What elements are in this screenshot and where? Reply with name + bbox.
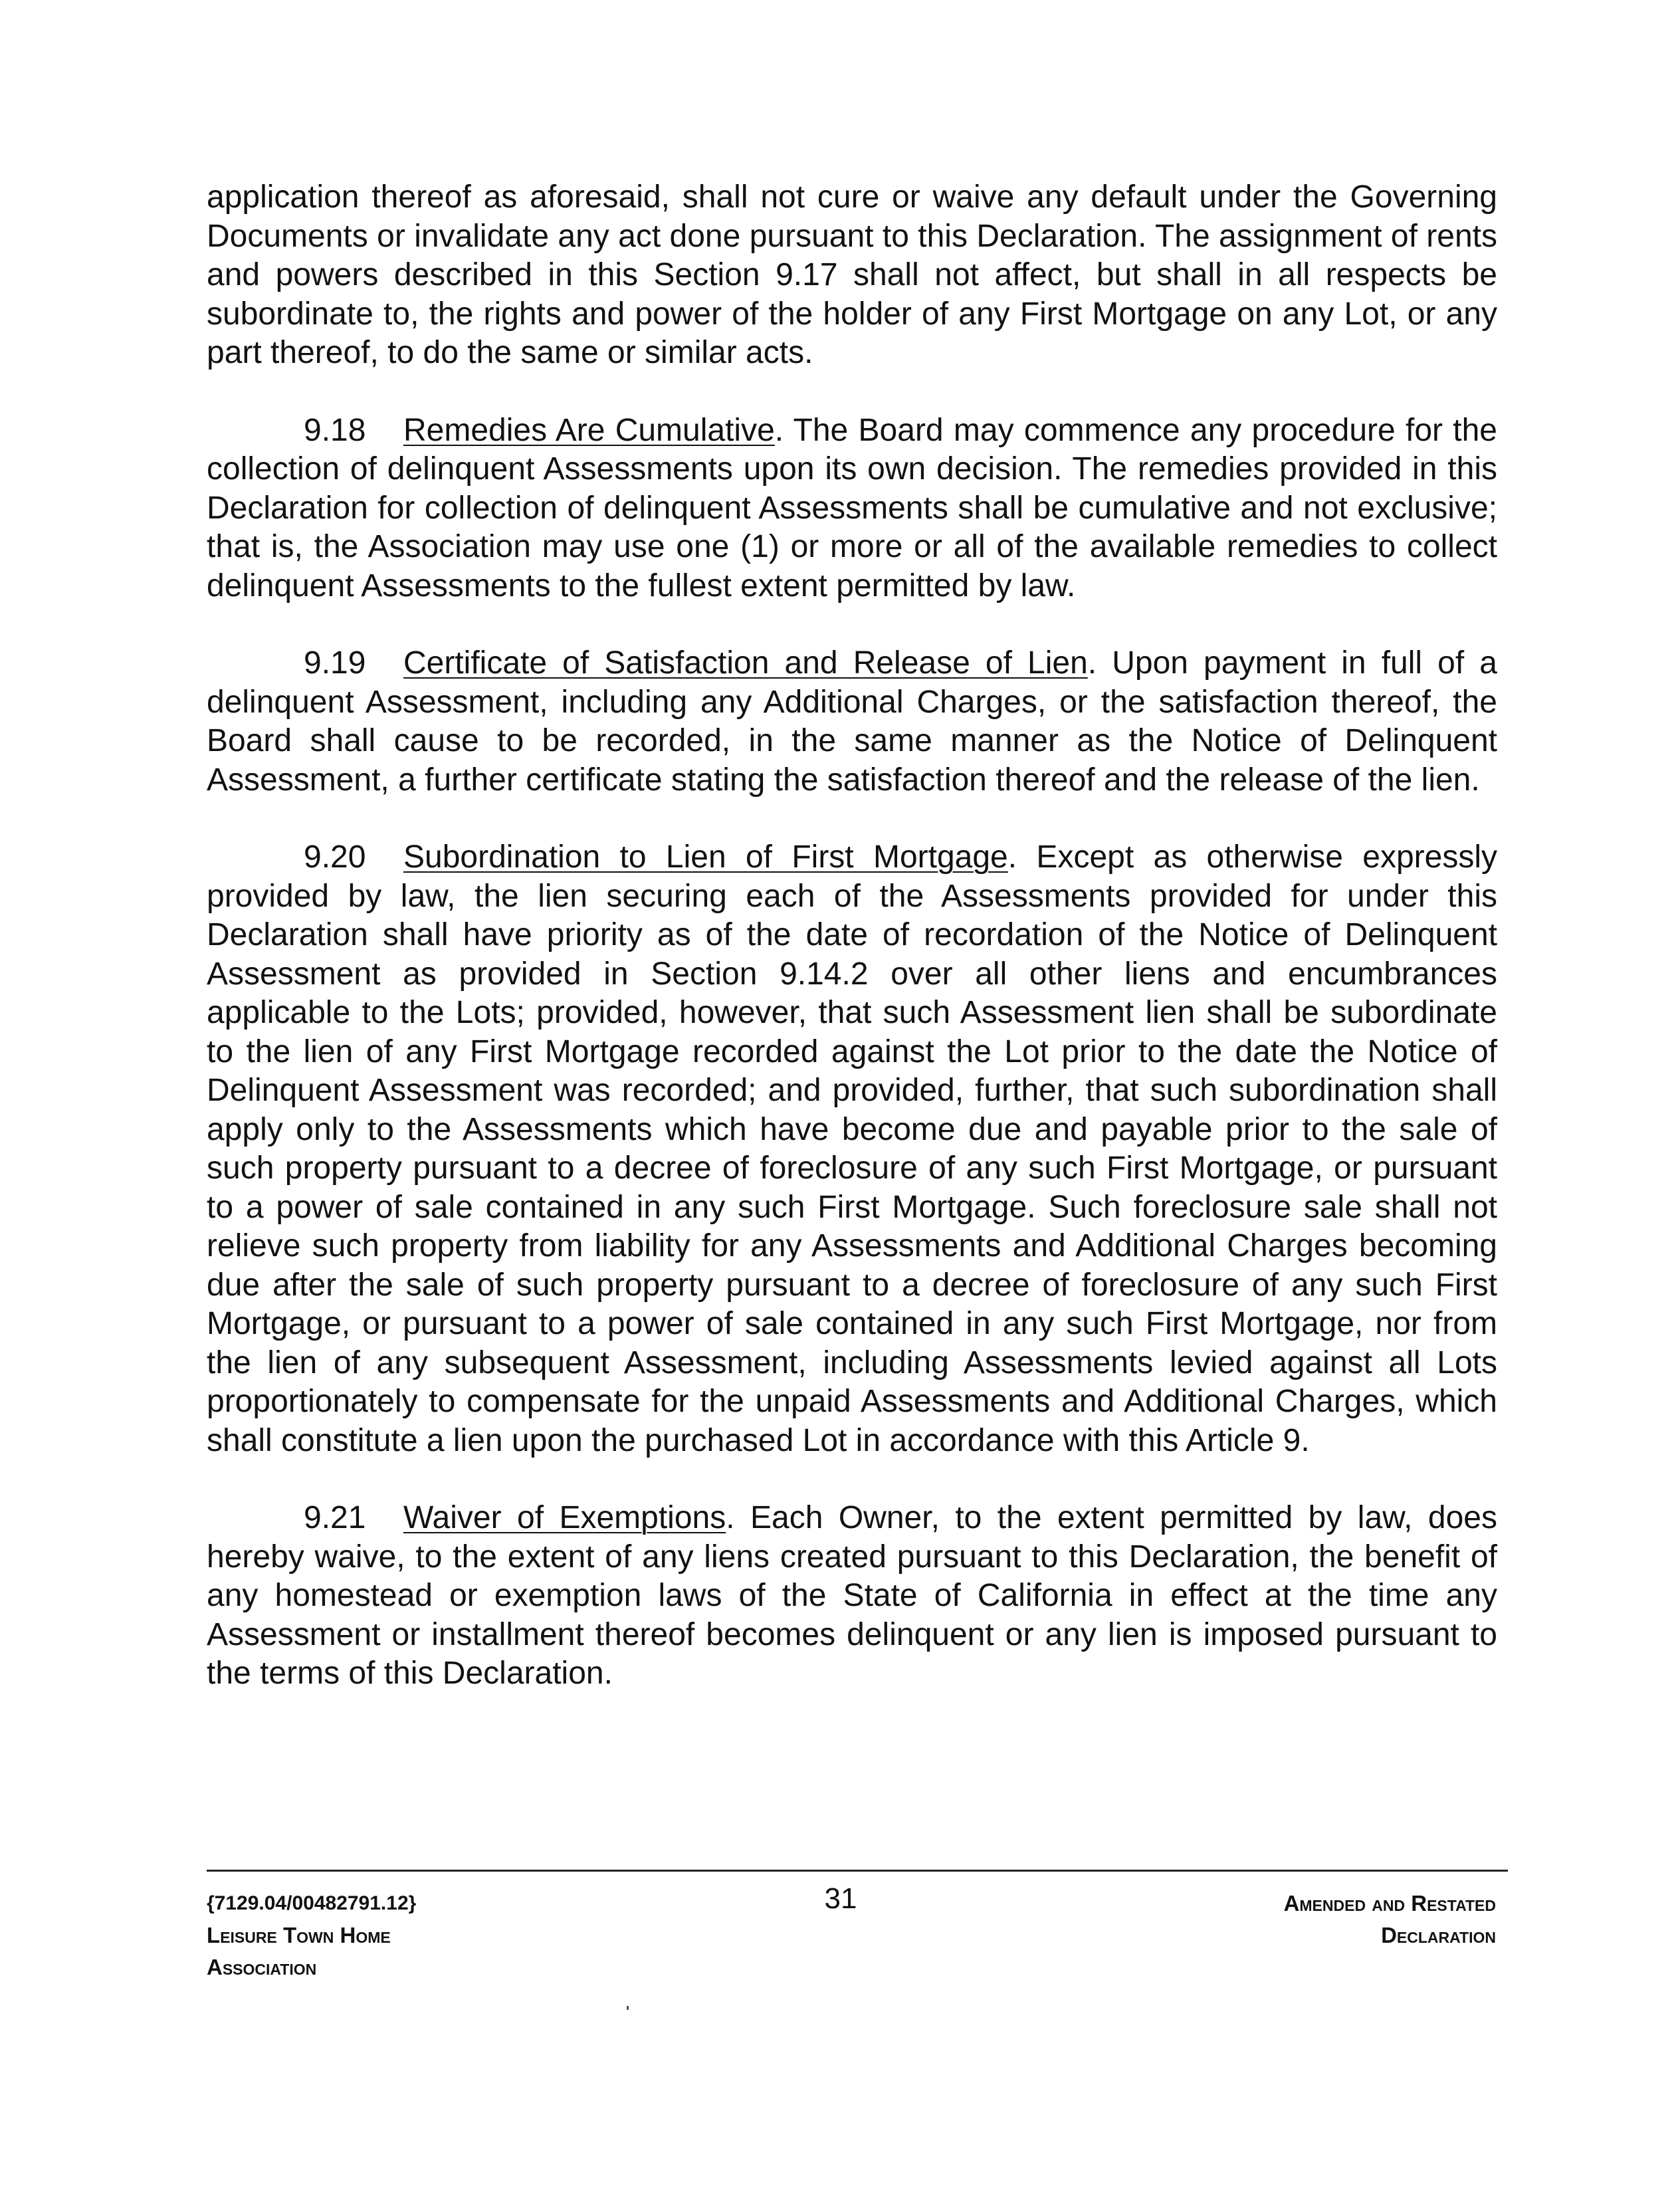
document-title-line2: Declaration [1381, 1923, 1496, 1947]
section-heading: Remedies Are Cumulative [403, 412, 775, 448]
document-title-line1: Amended and Restated [1283, 1891, 1496, 1916]
footer-right-block [1284, 1888, 1496, 1951]
section-heading: Certificate of Satisfaction and Release of Lien [403, 645, 1088, 681]
section-9-19 [207, 644, 1497, 800]
document-body [207, 178, 1497, 1732]
section-heading: Waiver of Exemptions [403, 1500, 726, 1535]
section-text: . Upon payment in full of a delinquent Assessment, including any Additional Charges, or the satisfaction thereof, the Board shall cause to be recorded, in the same manner as the Notice of Delinquent Assessment, a further certificate stating the satisfaction thereof and the release of the lien. [207, 645, 1497, 798]
section-heading: Subordination to Lien of First Mortgage [403, 839, 1008, 875]
section-9-21 [207, 1499, 1497, 1694]
section-text: . The Board may commence any procedure for the collection of delinquent Assessments upon its own decision. The remedies provided in this Declaration for collection of delinquent Assessments shall be cumulative and not exclusive; that is, the Association may use one (1) or more or all of the available remedies to collect delinquent Assessments to the fullest extent permitted by law. [207, 412, 1498, 604]
section-text: . Each Owner, to the extent permitted by law, does hereby waive, to the extent of any liens created pursuant to this Declaration, the benefit of any homestead or exemption laws of the State of California in effect at the time any Assessment or installment thereof becomes delinquent or any lien is imposed pursuant to the terms of this Declaration. [207, 1500, 1497, 1691]
section-9-18 [207, 411, 1497, 606]
section-number: 9.19 [304, 645, 366, 681]
document-code: {7129.04/00482791.12} [207, 1892, 417, 1914]
paragraph-text: application thereof as aforesaid, shall not cure or waive any default under the Governing Documents or invalidate any act done pursuant to this Declaration. The assignment of rents and powers described in this Section 9.17 shall not affect, but shall in all respects be subordinate to, the rights and power of the holder of any First Mortgage on any Lot, or any part thereof, to do the same or similar acts. [207, 179, 1497, 370]
paragraph-continuation [207, 178, 1497, 373]
footer-left-block [207, 1888, 416, 1983]
scan-speck [627, 2006, 629, 2010]
section-9-20 [207, 838, 1497, 1460]
section-text: . Except as otherwise expressly provided by law, the lien securing each of the Assessments provided for under this Declaration shall have priority as of the date of recordation of the Notice of Delinquent Assessment as provided in Section 9.14.2 over all other liens and encumbrances applicable to the Lots; provided, however, that such Assessment lien shall be subordinate to the lien of any First Mortgage recorded against the Lot prior to the date the Notice of Delinquent Assessment was recorded; and provided, further, that such subordination shall apply only to the Assessments which have become due and payable prior to the sale of such property pursuant to a decree of foreclosure of any such First Mortgage, or pursuant to a power of sale contained in any such First Mortgage. Such foreclosure sale shall not relieve such property from liability for any Assessments and Additional Charges becoming due after the sale of such property pursuant to a decree of foreclosure of any such First Mortgage, or pursuant to a power of sale contained in any such First Mortgage, nor from the lien of any subsequent Assessment, including Assessments levied against all Lots proportionately to compensate for the unpaid Assessments and Additional Charges, which shall constitute a lien upon the purchased Lot in accordance with this Article 9. [207, 839, 1498, 1458]
association-name-line2: Association [207, 1955, 317, 1979]
section-number: 9.18 [304, 412, 366, 448]
footer-divider [207, 1870, 1508, 1872]
association-name-line1: Leisure Town Home [207, 1923, 391, 1947]
page-number: 31 [824, 1882, 857, 1915]
section-number: 9.21 [304, 1500, 366, 1535]
section-number: 9.20 [304, 839, 366, 875]
